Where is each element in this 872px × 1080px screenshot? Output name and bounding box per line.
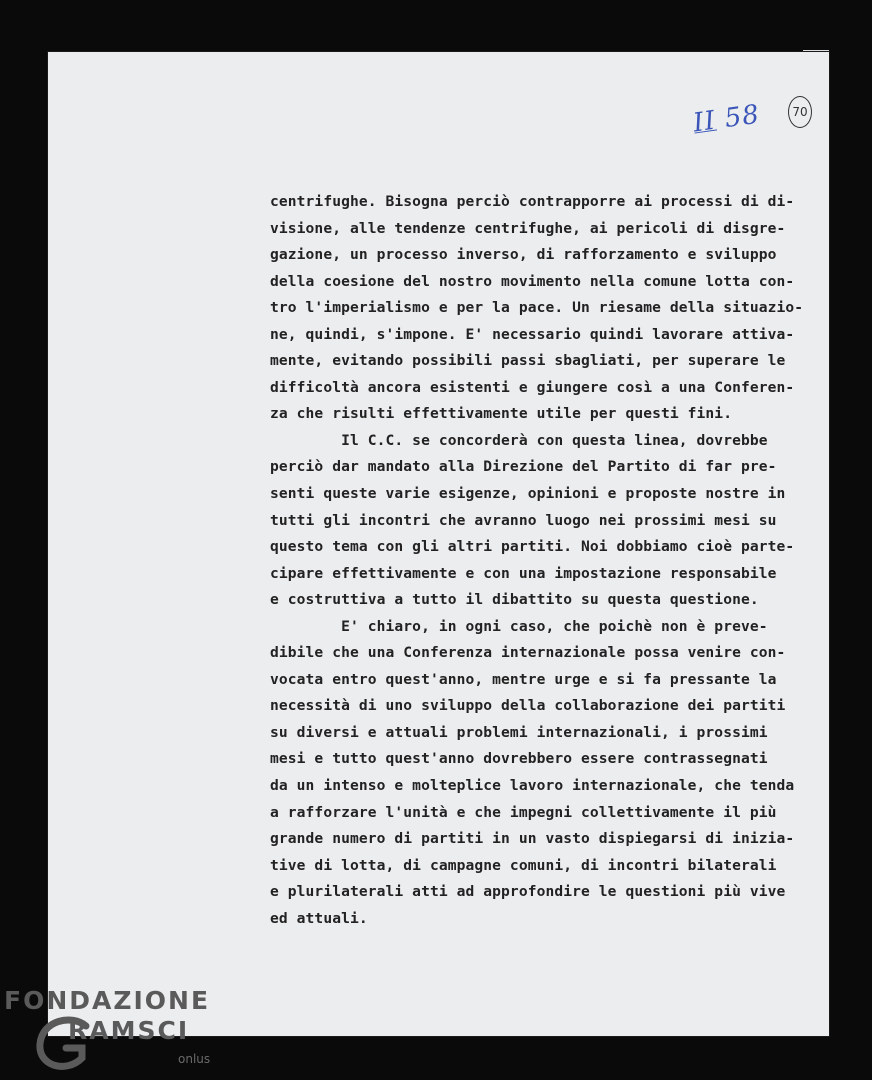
fondazione-gramsci-logo bbox=[4, 986, 234, 1080]
text-line: vocata entro quest'anno, mentre urge e si fa pressante la bbox=[270, 670, 777, 688]
text-line: perciò dar mandato alla Direzione del Partito di far pre- bbox=[270, 458, 777, 476]
logo-line-2: RAMSCI bbox=[68, 1016, 190, 1045]
text-line: Il C.C. se concorderà con questa linea, dovrebbe bbox=[270, 431, 768, 449]
handwritten-number: 58 bbox=[722, 99, 762, 135]
text-line: za che risulti effettivamente utile per questi fini. bbox=[270, 405, 733, 423]
text-line: tro l'imperialismo e per la pace. Un riesame della situazio- bbox=[270, 299, 804, 317]
circled-page-number: 70 bbox=[788, 96, 812, 128]
text-line: necessità di uno sviluppo della collaborazione dei partiti bbox=[270, 697, 786, 715]
text-line: mente, evitando possibili passi sbagliati, per superare le bbox=[270, 352, 786, 370]
text-line: visione, alle tendenze centrifughe, ai pericoli di disgre- bbox=[270, 219, 786, 237]
handwritten-roman-numeral: II bbox=[691, 105, 718, 139]
text-line: ne, quindi, s'impone. E' necessario quindi lavorare attiva- bbox=[270, 325, 795, 343]
text-line: grande numero di partiti in un vasto dispiegarsi di inizia- bbox=[270, 830, 795, 848]
logo-onlus: onlus bbox=[178, 1052, 211, 1066]
text-line: a rafforzare l'unità e che impegni collettivamente il più bbox=[270, 803, 777, 821]
text-line: questo tema con gli altri partiti. Noi dobbiamo cioè parte- bbox=[270, 538, 795, 556]
text-line: da un intenso e molteplice lavoro internazionale, che tenda bbox=[270, 777, 795, 795]
text-line: senti queste varie esigenze, opinioni e proposte nostre in bbox=[270, 485, 786, 503]
text-line: mesi e tutto quest'anno dovrebbero essere contrassegnati bbox=[270, 750, 768, 768]
text-line: dibile che una Conferenza internazionale possa venire con- bbox=[270, 644, 786, 662]
text-line: e costruttiva a tutto il dibattito su questa questione. bbox=[270, 591, 759, 609]
typewritten-text bbox=[270, 189, 810, 932]
text-line: centrifughe. Bisogna perciò contrapporre ai processi di di- bbox=[270, 193, 795, 210]
text-line: della coesione del nostro movimento nella comune lotta con- bbox=[270, 272, 795, 290]
text-line: cipare effettivamente e con una impostazione responsabile bbox=[270, 564, 777, 582]
text-line: difficoltà ancora esistenti e giungere così a una Conferen- bbox=[270, 378, 795, 396]
text-line: tive di lotta, di campagne comuni, di incontri bilaterali bbox=[270, 856, 777, 874]
text-line: e plurilaterali atti ad approfondire le questioni più vive bbox=[270, 883, 786, 901]
text-line: su diversi e attuali problemi internazionali, i prossimi bbox=[270, 723, 768, 741]
text-line: gazione, un processo inverso, di rafforzamento e sviluppo bbox=[270, 246, 777, 264]
text-line: E' chiaro, in ogni caso, che poichè non è preve- bbox=[270, 617, 768, 635]
text-line: ed attuali. bbox=[270, 909, 368, 927]
logo-line-1: FONDAZIONE bbox=[4, 986, 211, 1015]
text-line: tutti gli incontri che avranno luogo nei prossimi mesi su bbox=[270, 511, 777, 529]
